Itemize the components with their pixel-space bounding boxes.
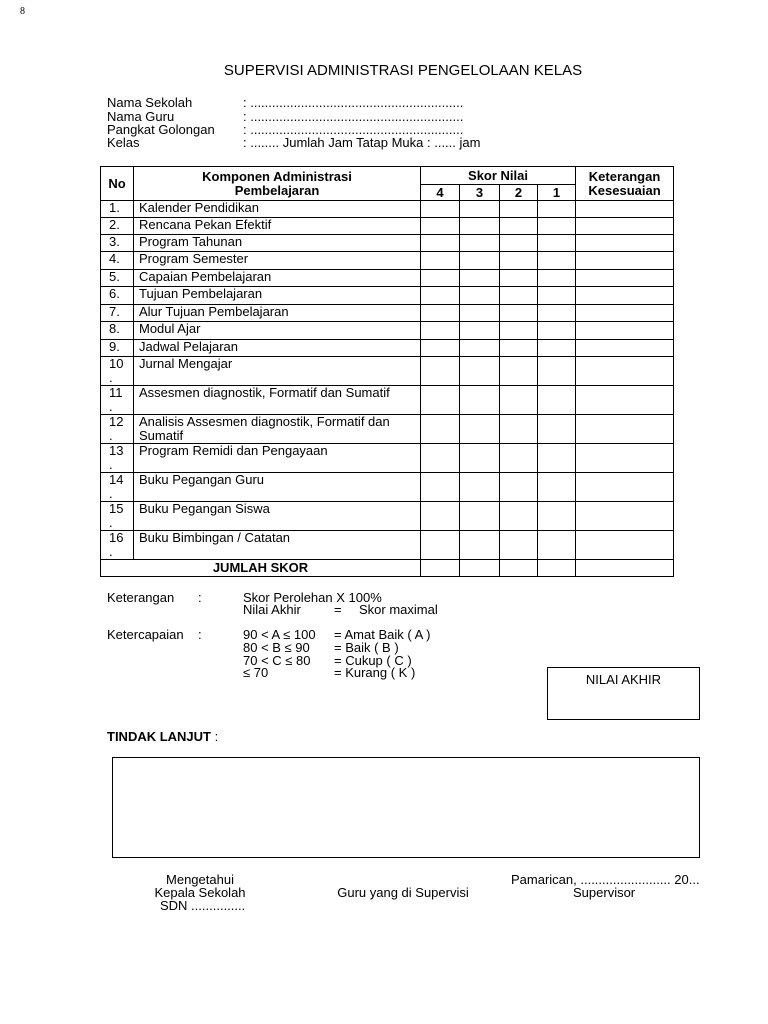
- identity-label-school: Nama Sekolah: [107, 95, 193, 110]
- score-cell-3[interactable]: [460, 340, 500, 357]
- score-cell-2[interactable]: [500, 235, 538, 252]
- grade-range-b: 80 < B ≤ 90: [243, 640, 310, 655]
- score-cell-4[interactable]: [421, 270, 460, 287]
- tindak-lanjut-heading: [107, 729, 218, 744]
- score-cell-3[interactable]: [460, 386, 500, 415]
- signature-left-line2: Kepala Sekolah: [154, 885, 246, 900]
- score-cell-1[interactable]: [538, 502, 576, 531]
- row-component: Rencana Pekan Efektif: [134, 218, 421, 235]
- score-cell-1[interactable]: [538, 235, 576, 252]
- tindak-lanjut-box[interactable]: [112, 757, 700, 858]
- identity-label-class: Kelas: [107, 135, 140, 150]
- score-cell-4[interactable]: [421, 386, 460, 415]
- score-cell-3[interactable]: [460, 270, 500, 287]
- nilai-akhir-label: NILAI AKHIR: [585, 672, 662, 687]
- score-cell-2[interactable]: [500, 270, 538, 287]
- row-number: 4.: [101, 252, 134, 270]
- total-remark-cell[interactable]: [576, 560, 674, 577]
- score-cell-3[interactable]: [460, 531, 500, 560]
- score-cell-1[interactable]: [538, 386, 576, 415]
- score-cell-4[interactable]: [421, 473, 460, 502]
- identity-label-rank: Pangkat Golongan: [107, 122, 215, 137]
- table-row: [101, 386, 674, 415]
- nilai-akhir-box[interactable]: [547, 667, 700, 720]
- score-cell-4[interactable]: [421, 340, 460, 357]
- score-cell-2[interactable]: [500, 444, 538, 473]
- identity-value-teacher: : ...........................................................: [243, 109, 464, 124]
- row-component: Program Remidi dan Pengayaan: [134, 444, 421, 473]
- table-row: [101, 322, 674, 340]
- table-row: [101, 357, 674, 386]
- tindak-lanjut-label: TINDAK LANJUT: [107, 729, 211, 744]
- total-score-cell-2[interactable]: [500, 560, 538, 577]
- score-cell-2[interactable]: [500, 340, 538, 357]
- score-cell-4[interactable]: [421, 322, 460, 340]
- score-cell-3[interactable]: [460, 218, 500, 235]
- formula-denominator-left: Nilai Akhir: [243, 602, 301, 617]
- row-number: 14 .: [101, 473, 134, 502]
- row-number: 8.: [101, 322, 134, 340]
- identity-value-rank: : ...........................................................: [243, 122, 464, 137]
- row-number: 2.: [101, 218, 134, 235]
- row-component: Program Tahunan: [134, 235, 421, 252]
- table-row: [101, 218, 674, 235]
- remark-cell[interactable]: [576, 235, 674, 252]
- row-number: 6.: [101, 287, 134, 305]
- remark-cell[interactable]: [576, 340, 674, 357]
- remark-cell[interactable]: [576, 218, 674, 235]
- score-cell-2[interactable]: [500, 502, 538, 531]
- row-number: 13 .: [101, 444, 134, 473]
- table-row: [101, 252, 674, 270]
- identity-label-teacher: Nama Guru: [107, 109, 175, 124]
- header-score-1: 1: [538, 185, 576, 201]
- score-cell-1[interactable]: [538, 322, 576, 340]
- remark-cell[interactable]: [576, 201, 674, 218]
- score-cell-4[interactable]: [421, 531, 460, 560]
- row-component: Assesmen diagnostik, Formatif dan Sumatif: [134, 386, 421, 415]
- table-row: [101, 415, 674, 444]
- score-cell-3[interactable]: [460, 502, 500, 531]
- signature-left-line3: SDN ...............: [160, 898, 246, 913]
- tindak-lanjut-colon: :: [211, 729, 219, 744]
- row-number: 10 .: [101, 357, 134, 386]
- remark-cell[interactable]: [576, 444, 674, 473]
- remark-cell[interactable]: [576, 322, 674, 340]
- signature-left-line1: Mengetahui: [166, 872, 234, 887]
- table-row: [101, 444, 674, 473]
- score-cell-2[interactable]: [500, 322, 538, 340]
- header-remark: Keterangan Kesesuaian: [576, 167, 674, 201]
- score-cell-4[interactable]: [421, 235, 460, 252]
- score-cell-2[interactable]: [500, 287, 538, 305]
- table-row: [101, 270, 674, 287]
- score-cell-1[interactable]: [538, 287, 576, 305]
- table-row: [101, 473, 674, 502]
- total-score-cell-4[interactable]: [421, 560, 460, 577]
- row-component: Alur Tujuan Pembelajaran: [134, 305, 421, 322]
- score-cell-4[interactable]: [421, 305, 460, 322]
- score-cell-1[interactable]: [538, 357, 576, 386]
- score-cell-1[interactable]: [538, 473, 576, 502]
- row-component: Tujuan Pembelajaran: [134, 287, 421, 305]
- total-label: JUMLAH SKOR: [101, 560, 421, 577]
- identity-value-school: : ...........................................................: [243, 95, 464, 110]
- row-component: Buku Pegangan Siswa: [134, 502, 421, 531]
- row-number: 3.: [101, 235, 134, 252]
- row-number: 9.: [101, 340, 134, 357]
- row-number: 16 .: [101, 531, 134, 560]
- header-score: Skor Nilai: [421, 167, 576, 185]
- identity-value-class: : ........ Jumlah Jam Tatap Muka : ...... jam: [243, 135, 481, 150]
- row-number: 12 .: [101, 415, 134, 444]
- score-cell-1[interactable]: [538, 201, 576, 218]
- score-cell-2[interactable]: [500, 415, 538, 444]
- grade-result-c: = Cukup ( C ): [334, 653, 412, 668]
- remark-cell[interactable]: [576, 531, 674, 560]
- signature-right-line1: Pamarican, ......................... 20...: [511, 872, 700, 887]
- score-cell-3[interactable]: [460, 252, 500, 270]
- score-cell-1[interactable]: [538, 415, 576, 444]
- score-cell-2[interactable]: [500, 357, 538, 386]
- row-number: 15 .: [101, 502, 134, 531]
- score-cell-2[interactable]: [500, 201, 538, 218]
- score-cell-1[interactable]: [538, 270, 576, 287]
- row-component: Capaian Pembelajaran: [134, 270, 421, 287]
- score-cell-1[interactable]: [538, 340, 576, 357]
- score-cell-4[interactable]: [421, 252, 460, 270]
- score-cell-3[interactable]: [460, 473, 500, 502]
- table-row: [101, 340, 674, 357]
- header-score-4: 4: [421, 185, 460, 201]
- signature-middle: Guru yang di Supervisi: [337, 885, 469, 900]
- score-cell-4[interactable]: [421, 357, 460, 386]
- score-cell-3[interactable]: [460, 201, 500, 218]
- header-component: Komponen Administrasi Pembelajaran: [134, 167, 421, 201]
- signature-right-line2: Supervisor: [573, 885, 636, 900]
- grade-range-k: ≤ 70: [243, 665, 269, 680]
- row-number: 1.: [101, 201, 134, 218]
- keterangan-label: Keterangan: [107, 590, 175, 605]
- score-cell-1[interactable]: [538, 218, 576, 235]
- header-no: No: [101, 167, 134, 201]
- score-cell-3[interactable]: [460, 444, 500, 473]
- score-cell-4[interactable]: [421, 287, 460, 305]
- row-component: Buku Pegangan Guru: [134, 473, 421, 502]
- score-cell-2[interactable]: [500, 252, 538, 270]
- row-component: Kalender Pendidikan: [134, 201, 421, 218]
- row-number: 7.: [101, 305, 134, 322]
- score-cell-1[interactable]: [538, 305, 576, 322]
- remark-cell[interactable]: [576, 502, 674, 531]
- table-row: [101, 235, 674, 252]
- score-cell-3[interactable]: [460, 322, 500, 340]
- score-cell-2[interactable]: [500, 473, 538, 502]
- assessment-table: [100, 166, 674, 577]
- total-score-cell-3[interactable]: [460, 560, 500, 577]
- row-number: 5.: [101, 270, 134, 287]
- formula-numerator: Skor Perolehan X 100%: [243, 590, 382, 605]
- ketercapaian-label: Ketercapaian: [107, 627, 184, 642]
- score-cell-3[interactable]: [460, 415, 500, 444]
- remark-cell[interactable]: [576, 473, 674, 502]
- score-cell-4[interactable]: [421, 502, 460, 531]
- row-component: Modul Ajar: [134, 322, 421, 340]
- score-cell-3[interactable]: [460, 235, 500, 252]
- score-cell-1[interactable]: [538, 444, 576, 473]
- score-cell-4[interactable]: [421, 201, 460, 218]
- grade-range-a: 90 < A ≤ 100: [243, 627, 316, 642]
- score-cell-2[interactable]: [500, 218, 538, 235]
- grade-result-b: = Baik ( B ): [334, 640, 399, 655]
- row-component: Buku Bimbingan / Catatan: [134, 531, 421, 560]
- table-row: [101, 287, 674, 305]
- remark-cell[interactable]: [576, 386, 674, 415]
- formula-denominator-right: Skor maximal: [359, 602, 438, 617]
- keterangan-colon: :: [198, 590, 202, 605]
- score-cell-3[interactable]: [460, 305, 500, 322]
- score-cell-3[interactable]: [460, 357, 500, 386]
- header-score-3: 3: [460, 185, 500, 201]
- row-component: Jadwal Pelajaran: [134, 340, 421, 357]
- formula-equals: =: [334, 602, 342, 617]
- remark-cell[interactable]: [576, 415, 674, 444]
- page-title: SUPERVISI ADMINISTRASI PENGELOLAAN KELAS: [223, 62, 583, 79]
- score-cell-2[interactable]: [500, 305, 538, 322]
- total-row: [101, 560, 674, 577]
- grade-result-k: = Kurang ( K ): [334, 665, 416, 680]
- remark-cell[interactable]: [576, 305, 674, 322]
- table-row: [101, 201, 674, 218]
- total-score-cell-1[interactable]: [538, 560, 576, 577]
- score-cell-4[interactable]: [421, 415, 460, 444]
- table-row: [101, 531, 674, 560]
- row-component: Jurnal Mengajar: [134, 357, 421, 386]
- row-component: Analisis Assesmen diagnostik, Formatif dan Sumatif: [134, 415, 421, 444]
- row-number: 11 .: [101, 386, 134, 415]
- grade-range-c: 70 < C ≤ 80: [243, 653, 311, 668]
- table-row: [101, 502, 674, 531]
- remark-cell[interactable]: [576, 357, 674, 386]
- score-cell-2[interactable]: [500, 386, 538, 415]
- grade-result-a: = Amat Baik ( A ): [334, 627, 431, 642]
- score-cell-4[interactable]: [421, 218, 460, 235]
- page-number: 8: [20, 6, 25, 17]
- remark-cell[interactable]: [576, 252, 674, 270]
- remark-cell[interactable]: [576, 287, 674, 305]
- score-cell-3[interactable]: [460, 287, 500, 305]
- row-component: Program Semester: [134, 252, 421, 270]
- remark-cell[interactable]: [576, 270, 674, 287]
- score-cell-1[interactable]: [538, 252, 576, 270]
- table-row: [101, 305, 674, 322]
- header-score-2: 2: [500, 185, 538, 201]
- ketercapaian-colon: :: [198, 627, 202, 642]
- score-cell-2[interactable]: [500, 531, 538, 560]
- score-cell-4[interactable]: [421, 444, 460, 473]
- score-cell-1[interactable]: [538, 531, 576, 560]
